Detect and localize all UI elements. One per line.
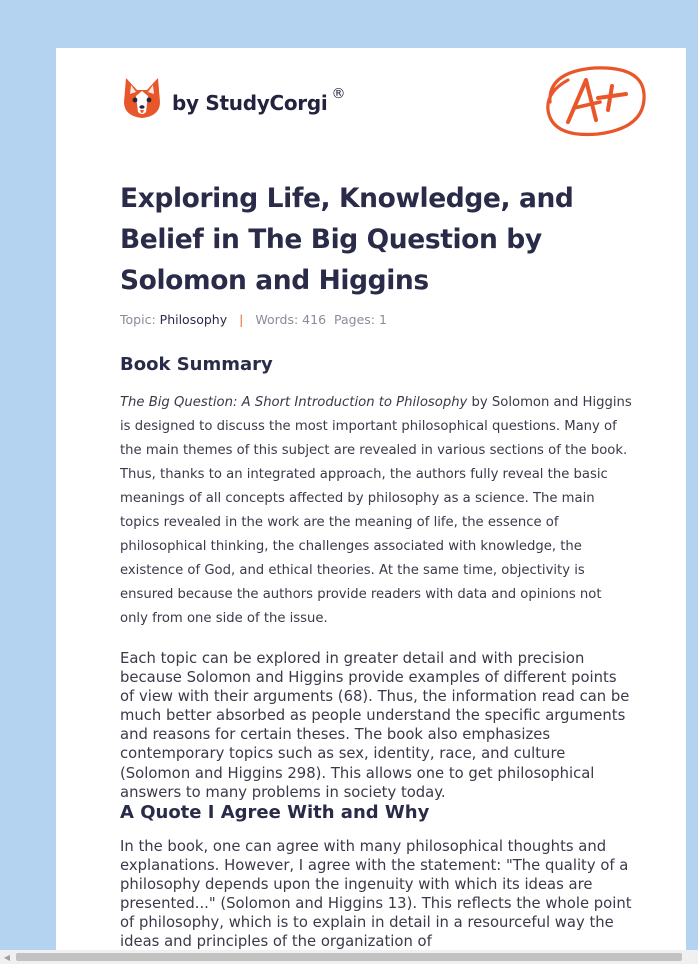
brand-name: by StudyCorgi xyxy=(172,91,328,115)
topic-link[interactable]: Philosophy xyxy=(159,312,228,327)
section-heading-quote: A Quote I Agree With and Why xyxy=(120,802,430,823)
corgi-icon xyxy=(122,76,162,120)
a-plus-grade-stamp xyxy=(538,58,650,146)
essay-meta xyxy=(120,312,387,327)
essay-title: Exploring Life, Knowledge, and Belief in The Big Question by Solomon and Higgins xyxy=(120,183,574,296)
word-count: Words: 416 xyxy=(255,312,327,327)
logo-text xyxy=(172,86,346,115)
registered-mark: ® xyxy=(331,86,346,102)
paragraph-summary-2: Each topic can be explored in greater detail and with precision because Solomon and Higgins provide examples of different points of view with their arguments (68). Thus, the information read can be much better absorbed as people understand the specific arguments and reasons for certain theses. The book also emphasizes contemporary topics such as sex, identity, race, and culture (Solomon and Higgins 298). This allows one to get philosophical answers to many problems in society today. xyxy=(120,650,630,801)
paragraph-summary-1-text: by Solomon and Higgins is designed to discuss the most important philosophical questions. Many of the main themes of this subject are revealed in various sections of the book. Thus, thanks to an integrated approach, the authors fully reveal the basic meanings of all concepts affected by philosophy as a science. The main topics revealed in the work are the meaning of life, the essence of philosophical thinking, the challenges associated with knowledge, the existence of God, and ethical theories. At the same time, objectivity is ensured because the authors provide readers with data and opinions not only from one side of the issue. xyxy=(120,395,632,626)
meta-separator: | xyxy=(239,312,244,327)
page-count: Pages: 1 xyxy=(334,312,387,327)
topic-label: Topic: xyxy=(120,312,156,327)
studycorgi-logo[interactable] xyxy=(122,76,345,120)
paragraph-summary-1 xyxy=(120,391,632,631)
horizontal-scrollbar[interactable] xyxy=(0,950,698,964)
scrollbar-thumb[interactable] xyxy=(16,953,682,961)
paragraph-quote-1: In the book, one can agree with many philosophical thoughts and explanations. However, I agree with the statement: "The quality of a philosophy depends upon the ingenuity with which its ideas are presented..." (Solomon and Higgins 13). This reflects the whole point of philosophy, which is to explain in detail in a resourceful way the ideas and principles of the organization of xyxy=(120,838,632,951)
document-page xyxy=(56,48,686,952)
section-heading-book-summary: Book Summary xyxy=(120,354,273,375)
grade-stamp-icon xyxy=(538,58,650,142)
scroll-left-arrow-icon[interactable]: ◀ xyxy=(3,952,11,962)
book-title-italic: The Big Question: A Short Introduction to Philosophy xyxy=(120,395,468,410)
